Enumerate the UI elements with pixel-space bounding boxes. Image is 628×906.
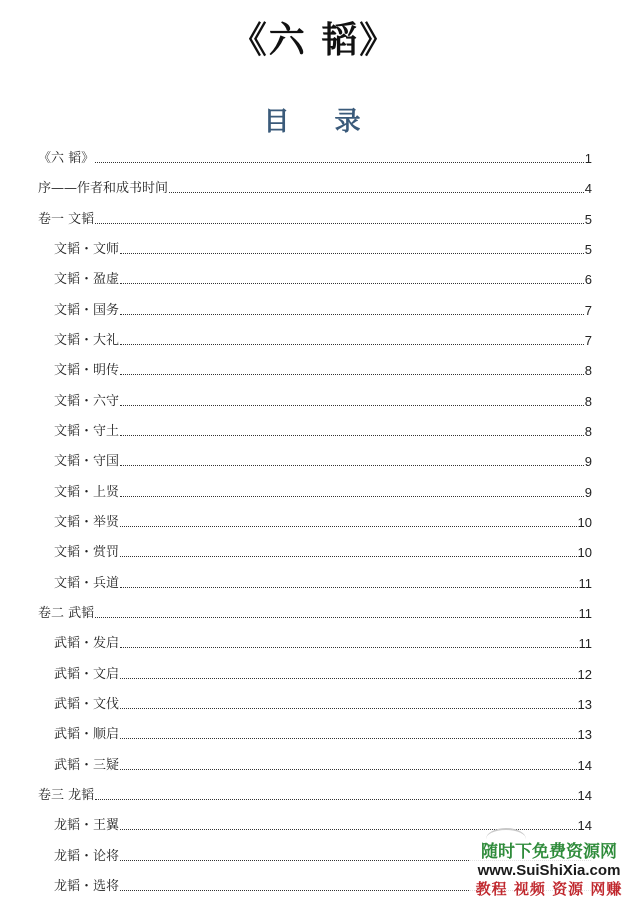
toc-entry-label[interactable]: 文韬・上贤: [54, 485, 120, 500]
watermark-arc-icon: [486, 828, 526, 850]
toc-entry[interactable]: [0, 598, 628, 622]
toc-entry[interactable]: [0, 264, 628, 288]
toc-entry[interactable]: [0, 689, 628, 713]
dot-leader: [120, 586, 577, 588]
toc-entry-page[interactable]: 8: [584, 394, 592, 409]
toc-entry-page[interactable]: 13: [577, 697, 592, 712]
toc-entry[interactable]: [0, 719, 628, 743]
toc-entry[interactable]: [0, 143, 628, 167]
toc-entry-label[interactable]: 龙韬・论将: [54, 849, 120, 864]
dot-leader: [120, 434, 584, 436]
toc-entry-label[interactable]: 文韬・六守: [54, 394, 120, 409]
toc-entry-page[interactable]: 11: [578, 576, 592, 591]
toc-entry[interactable]: [0, 446, 628, 470]
dot-leader: [120, 737, 577, 739]
toc-entry[interactable]: [0, 659, 628, 683]
toc-entry[interactable]: [0, 386, 628, 410]
dot-leader: [120, 646, 577, 648]
dot-leader: [169, 191, 584, 193]
toc-entry-label[interactable]: 武韬・顺启: [54, 727, 120, 742]
toc-entry-page[interactable]: 11: [578, 636, 592, 651]
toc-entry-page[interactable]: 5: [584, 212, 592, 227]
toc-entry-page[interactable]: 4: [584, 181, 592, 196]
dot-leader: [120, 313, 584, 315]
dot-leader: [120, 464, 584, 466]
toc-entry-label[interactable]: 武韬・三疑: [54, 758, 120, 773]
toc-entry[interactable]: [0, 507, 628, 531]
toc-entry-label[interactable]: 文韬・兵道: [54, 576, 120, 591]
dot-leader: [120, 525, 577, 527]
toc-entry-label[interactable]: 卷二 武韬: [38, 606, 95, 621]
toc-entry-label[interactable]: 文韬・盈虚: [54, 272, 120, 287]
toc-entry-page[interactable]: 5: [584, 242, 592, 257]
toc-entry-label[interactable]: 文韬・大礼: [54, 333, 120, 348]
toc-entry-page[interactable]: 8: [584, 363, 592, 378]
toc-entry-page[interactable]: 10: [577, 515, 592, 530]
toc-entry-page[interactable]: 9: [584, 454, 592, 469]
toc-entry-label[interactable]: 《六 韬》: [38, 151, 95, 166]
toc-entry-label[interactable]: 龙韬・选将: [54, 879, 120, 894]
toc-entry-label[interactable]: 文韬・国务: [54, 303, 120, 318]
toc-entry[interactable]: [0, 234, 628, 258]
toc-entry[interactable]: [0, 568, 628, 592]
toc-entry-label[interactable]: 龙韬・王翼: [54, 818, 120, 833]
dot-leader: [120, 404, 584, 406]
toc-entry-page[interactable]: 12: [577, 667, 592, 682]
toc-entry[interactable]: [0, 204, 628, 228]
toc-entry[interactable]: [0, 416, 628, 440]
document-title: 《六 韬》: [230, 20, 398, 61]
dot-leader: [120, 677, 577, 679]
toc-entry-page[interactable]: 6: [584, 272, 592, 287]
toc-entry[interactable]: [0, 173, 628, 197]
dot-leader: [120, 495, 584, 497]
toc-heading: 目 录: [263, 107, 379, 137]
dot-leader: [120, 555, 577, 557]
dot-leader: [95, 798, 576, 800]
dot-leader: [120, 373, 584, 375]
toc-entry-label[interactable]: 卷三 龙韬: [38, 788, 95, 803]
toc-entry-page[interactable]: 14: [577, 758, 592, 773]
toc-entry[interactable]: [0, 780, 628, 804]
dot-leader: [95, 222, 584, 224]
toc-entry-label[interactable]: 武韬・发启: [54, 636, 120, 651]
toc-entry-page[interactable]: 7: [584, 333, 592, 348]
toc-entry[interactable]: [0, 295, 628, 319]
dot-leader: [120, 252, 584, 254]
toc-entry-label[interactable]: 文韬・守土: [54, 424, 120, 439]
toc-entry-page[interactable]: 11: [578, 606, 592, 621]
toc-entry-label[interactable]: 文韬・明传: [54, 363, 120, 378]
toc-entry-page[interactable]: 10: [577, 545, 592, 560]
toc-entry-page[interactable]: 1: [584, 151, 592, 166]
toc-entry[interactable]: [0, 628, 628, 652]
toc-entry-page[interactable]: 8: [584, 424, 592, 439]
toc-entry[interactable]: [0, 355, 628, 379]
toc-entry-label[interactable]: 武韬・文启: [54, 667, 120, 682]
toc-entry-label[interactable]: 文韬・赏罚: [54, 545, 120, 560]
toc-entry-label[interactable]: 序——作者和成书时间: [38, 181, 169, 196]
watermark-site-name: 随时下免费资源网: [481, 842, 617, 862]
toc-entry-label[interactable]: 文韬・文师: [54, 242, 120, 257]
toc-entry-page[interactable]: 14: [577, 788, 592, 803]
dot-leader: [95, 161, 584, 163]
watermark-tagline: 教程 视频 资源 网赚: [475, 880, 623, 898]
dot-leader: [120, 343, 584, 345]
toc-entry[interactable]: [0, 477, 628, 501]
toc-entry[interactable]: [0, 810, 628, 834]
toc-entry[interactable]: [0, 537, 628, 561]
toc-entry-page[interactable]: 9: [584, 485, 592, 500]
dot-leader: [120, 282, 584, 284]
toc-entry-page[interactable]: 14: [577, 818, 592, 833]
watermark-url: www.SuiShiXia.com: [477, 862, 621, 879]
toc-entry[interactable]: [0, 750, 628, 774]
watermark: [470, 838, 628, 906]
toc-entry-label[interactable]: 文韬・守国: [54, 454, 120, 469]
toc-entry-label[interactable]: 卷一 文韬: [38, 212, 95, 227]
toc-entry-page[interactable]: 7: [584, 303, 592, 318]
dot-leader: [95, 616, 577, 618]
dot-leader: [120, 707, 577, 709]
toc-entry-label[interactable]: 武韬・文伐: [54, 697, 120, 712]
toc-entry-page[interactable]: 13: [577, 727, 592, 742]
dot-leader: [120, 768, 577, 770]
toc-entry[interactable]: [0, 325, 628, 349]
toc-entry-label[interactable]: 文韬・举贤: [54, 515, 120, 530]
